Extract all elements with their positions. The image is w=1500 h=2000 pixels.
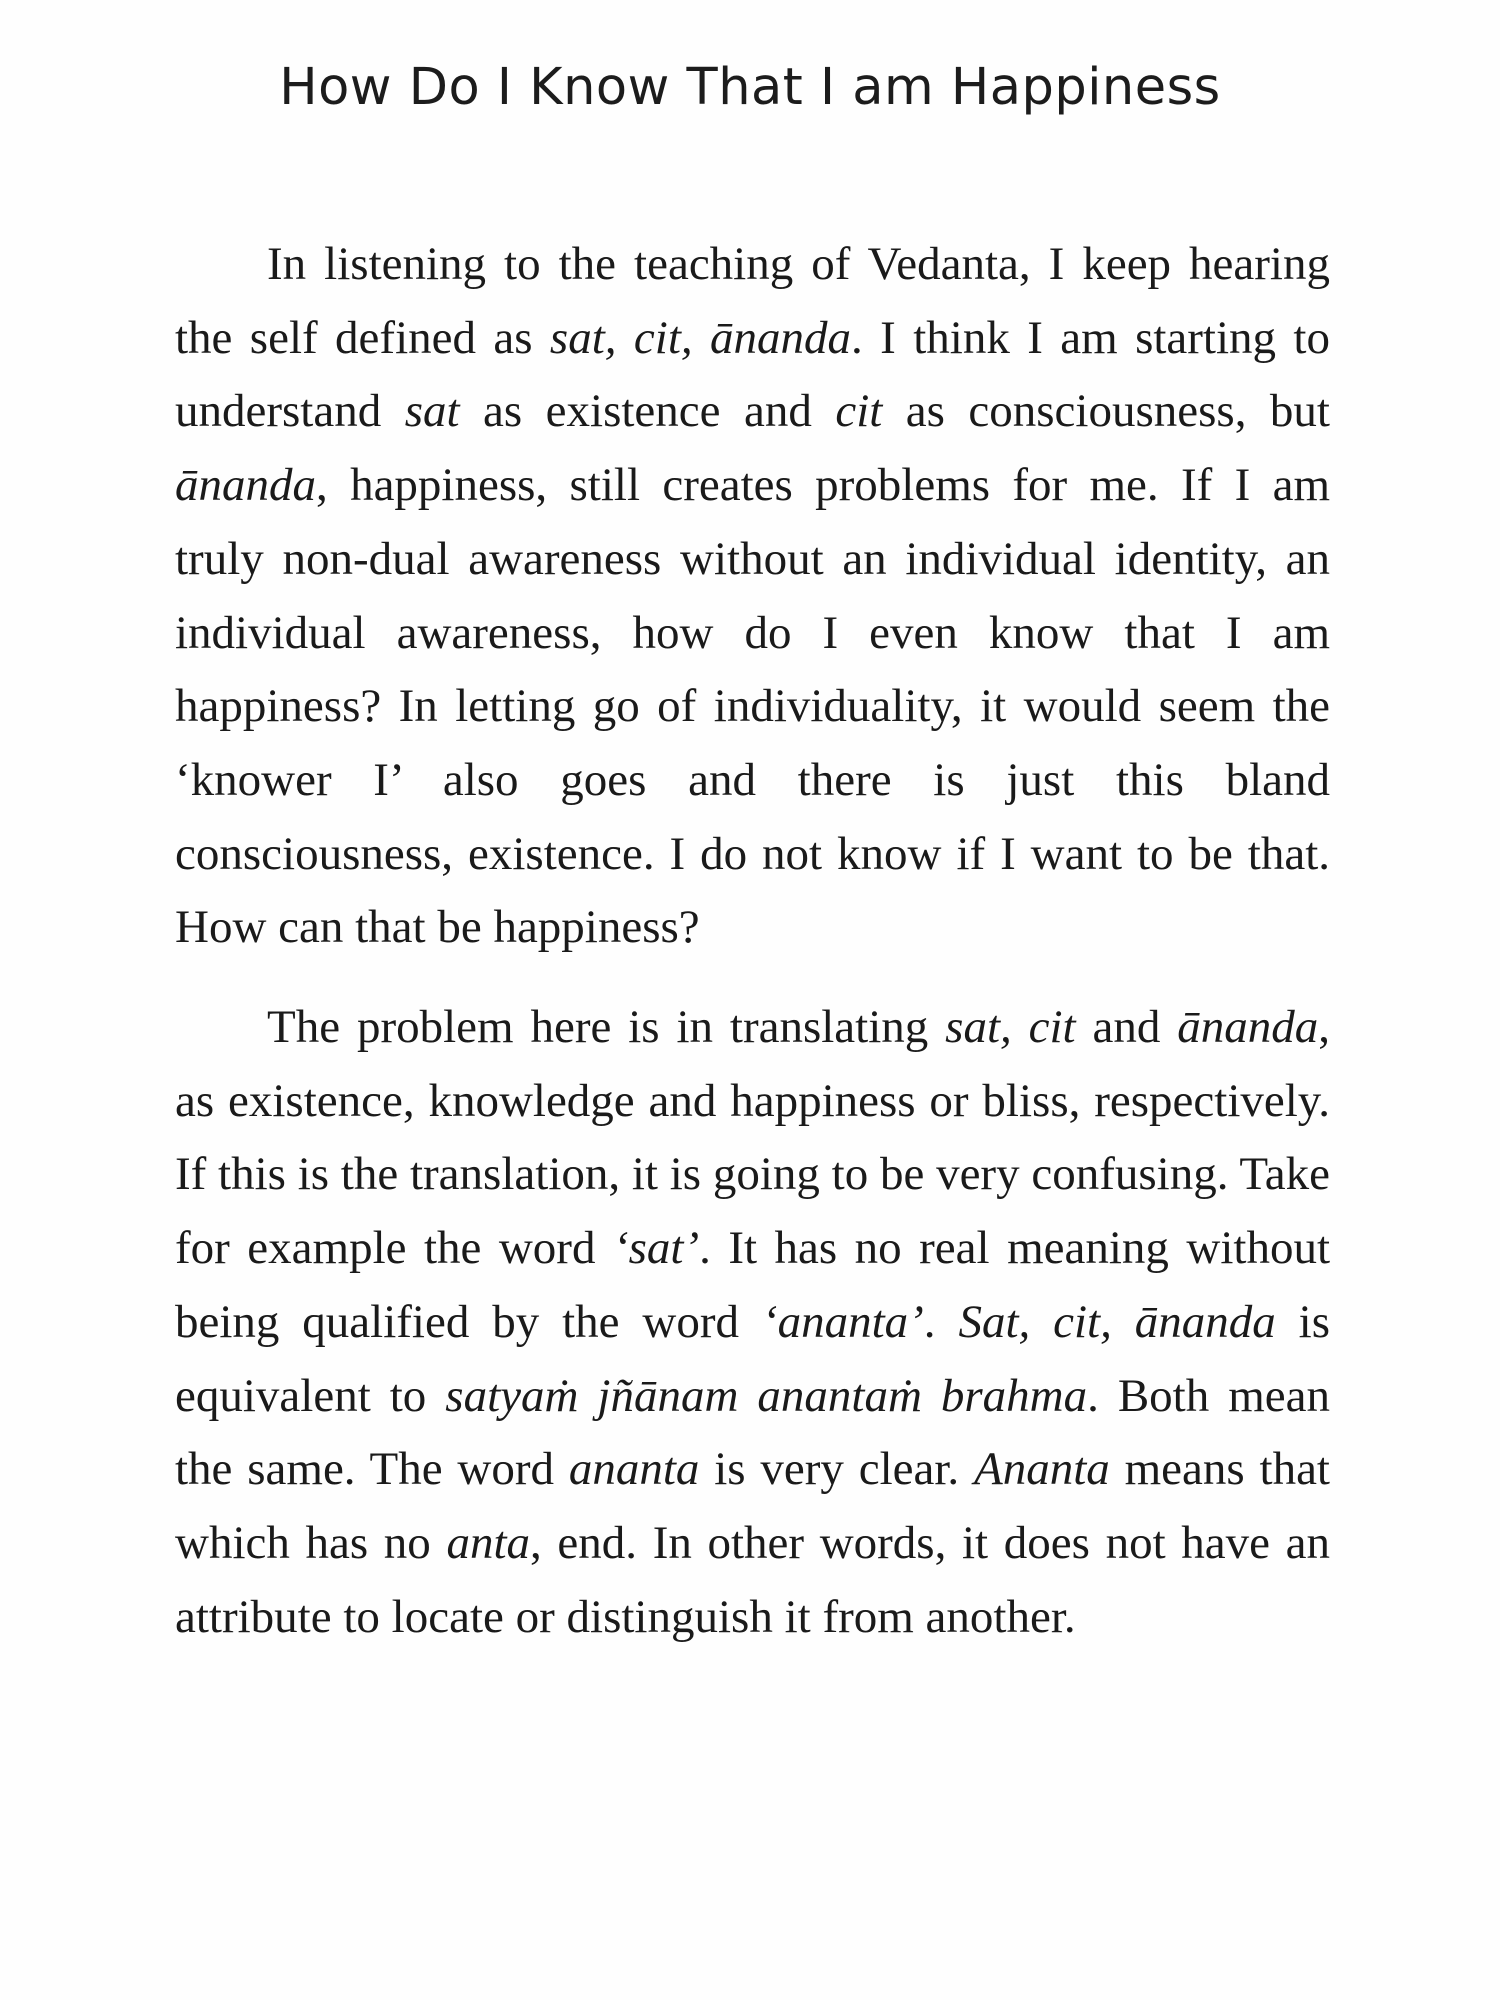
text-segment-italic: ānanda: [1177, 1001, 1319, 1054]
text-segment: . Both mean the same. The word: [175, 1369, 1331, 1496]
paragraph-answer: [175, 991, 1330, 1654]
text-segment-italic: Ananta: [974, 1443, 1110, 1496]
text-segment: , as existence, knowledge and happiness or bliss, respectively. If this is the translation, it is going to be very confusing. Take for example the word: [175, 1001, 1330, 1275]
text-segment-italic: sat, cit, ānanda: [549, 311, 852, 364]
text-segment-italic: sat: [404, 385, 460, 438]
text-segment: means that which has no: [175, 1443, 1330, 1569]
text-segment: . I think I am starting to understand: [175, 311, 1330, 438]
page-title: How Do I Know That I am Happiness: [279, 58, 1221, 117]
text-segment-italic: ‘ananta’: [761, 1295, 924, 1348]
text-segment: is very clear.: [699, 1443, 975, 1496]
text-segment: , end. In other words, it does not have an attribute to locate or distinguish it from another.: [175, 1516, 1331, 1643]
text-segment-italic: ‘sat’: [612, 1222, 700, 1275]
text-segment-italic: ananta: [568, 1443, 700, 1496]
text-segment: as existence and: [459, 385, 836, 438]
text-segment-italic: Sat, cit, ānanda: [958, 1295, 1276, 1348]
text-segment: The problem here is in translating: [267, 1001, 946, 1054]
paragraph-question: [175, 228, 1330, 965]
text-segment: as consciousness, but: [882, 385, 1330, 438]
text-segment: .: [923, 1295, 959, 1348]
text-segment-italic: cit: [835, 385, 883, 438]
text-segment-italic: ānanda: [175, 459, 316, 512]
text-segment: and: [1075, 1001, 1178, 1054]
body-text: [175, 228, 1330, 1654]
text-segment: . It has no real meaning without being qualified by the word: [175, 1222, 1331, 1348]
text-segment: is equivalent to: [175, 1295, 1330, 1422]
text-segment: In listening to the teaching of Vedanta, I keep hearing the self defined as: [175, 238, 1330, 364]
text-segment: , happiness, still creates problems for me. If I am truly non-dual awareness without an individual identity, an individual awareness, how do I even know that I am happiness? In letting go of individuality, it would seem the ‘knower I’ also goes and there is just this bland consciousness, existence. I do not know if I want to be that. How can that be happiness?: [175, 459, 1330, 954]
text-segment-italic: satyaṁ jñānam anantaṁ brahma: [445, 1369, 1088, 1422]
text-segment-italic: sat, cit: [945, 1001, 1076, 1054]
text-segment-italic: anta: [446, 1516, 531, 1569]
